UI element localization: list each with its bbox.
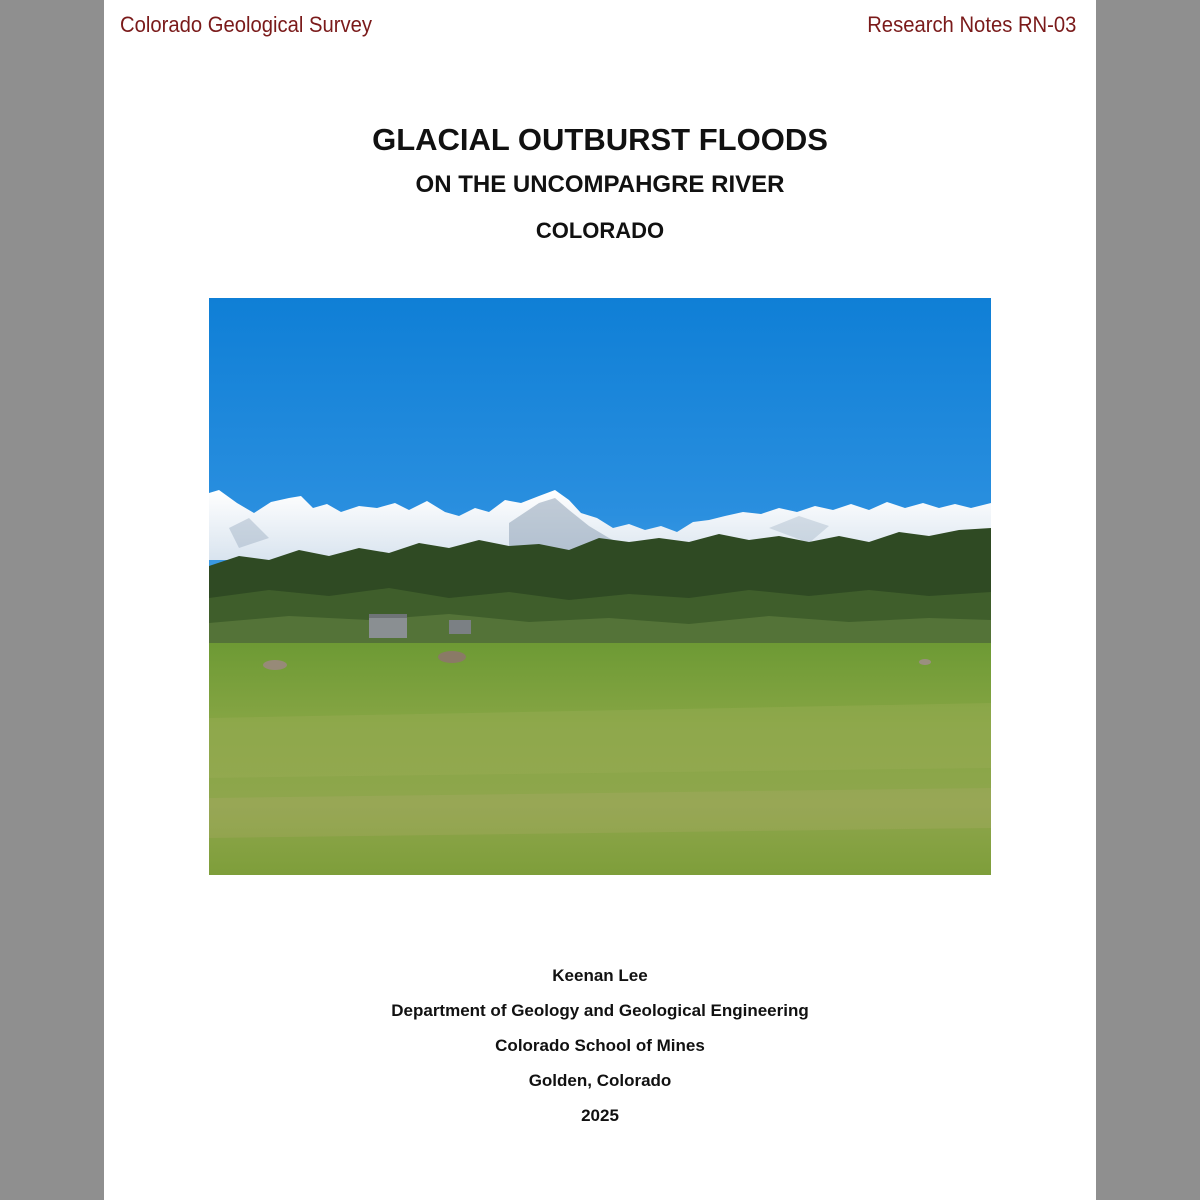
farm-building xyxy=(369,616,407,638)
title-block xyxy=(104,118,1096,244)
document-subtitle: ON THE UNCOMPAHGRE RIVER xyxy=(415,171,785,198)
credits-block xyxy=(104,958,1096,1133)
document-title: GLACIAL OUTBURST FLOODS xyxy=(372,122,828,157)
author-institution: Colorado School of Mines xyxy=(495,1036,705,1055)
publication-city: Golden, Colorado xyxy=(528,1071,672,1090)
document-page xyxy=(104,0,1096,1200)
publication-year: 2025 xyxy=(581,1106,619,1125)
author-department: Department of Geology and Geological Engineering xyxy=(391,1001,809,1020)
document-location: COLORADO xyxy=(535,218,665,243)
header-publisher: Colorado Geological Survey xyxy=(120,12,373,37)
cover-photo xyxy=(209,298,991,875)
author-name: Keenan Lee xyxy=(552,966,648,985)
boulder xyxy=(438,651,466,663)
header-series: Research Notes RN-03 xyxy=(866,12,1076,37)
